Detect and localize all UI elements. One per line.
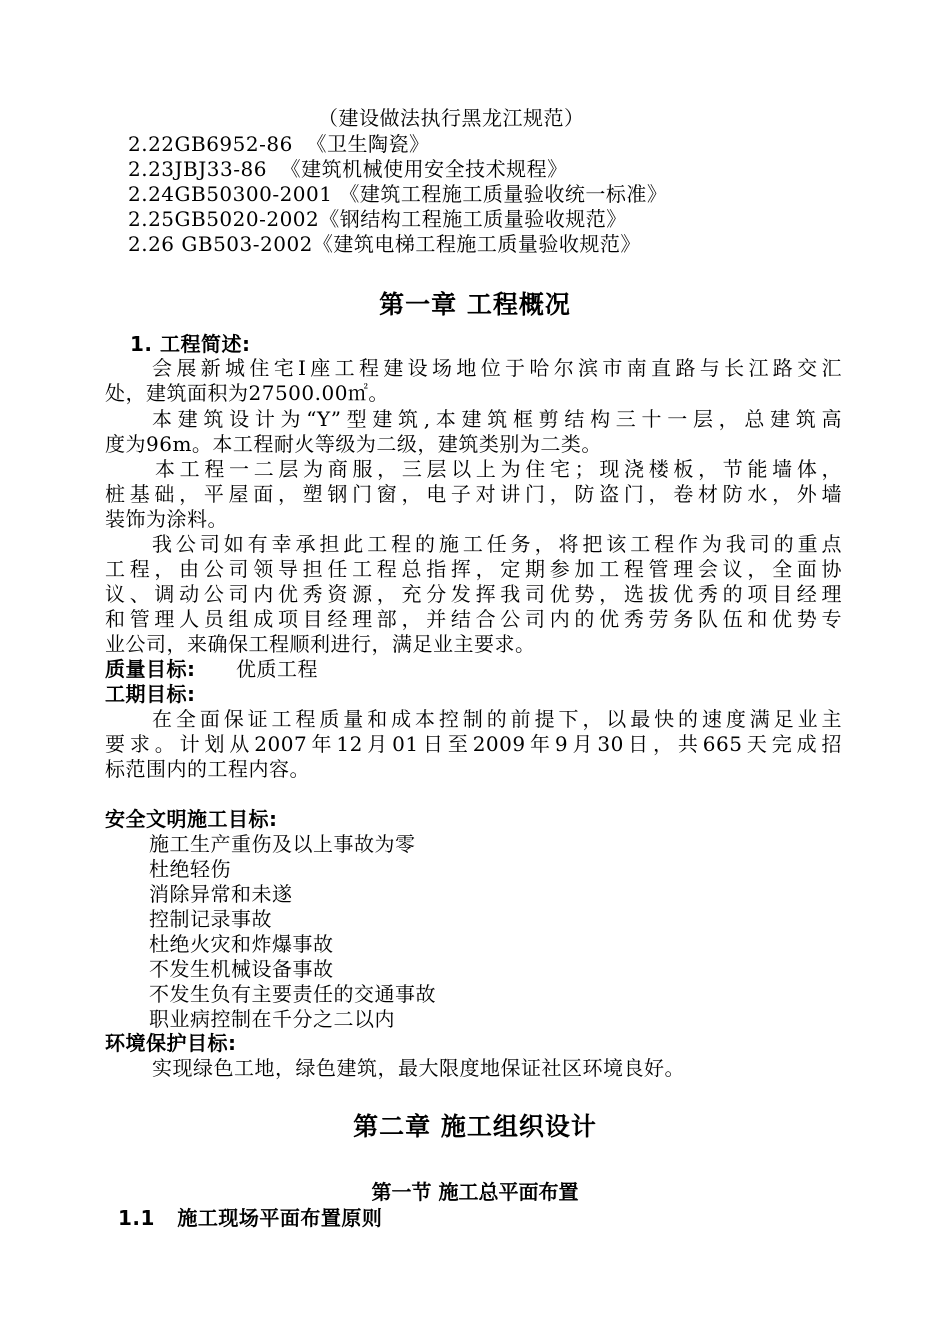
standard-item: 2.25GB5020-2002《钢结构工程施工质量验收规范》 bbox=[128, 207, 627, 231]
schedule-label: 工期目标: bbox=[105, 682, 196, 706]
standard-item: 2.26 GB503-2002《建筑电梯工程施工质量验收规范》 bbox=[128, 232, 641, 256]
safety-item: 不发生机械设备事故 bbox=[149, 957, 334, 981]
paragraph-line: 工程，由公司领导担任工程总指挥，定期参加工程管理会议，全面协 bbox=[105, 557, 842, 581]
paragraph-line: 议、调动公司内优秀资源，充分发挥我司优势，选拔优秀的项目经理 bbox=[105, 582, 842, 606]
env-label: 环境保护目标: bbox=[105, 1031, 237, 1055]
paragraph-line: 本建筑设计为“Y”型建筑,本建筑框剪结构三十一层，总建筑高 bbox=[152, 407, 842, 431]
standard-item: 2.24GB50300-2001 《建筑工程施工质量验收统一标准》 bbox=[128, 182, 668, 206]
paragraph-line: 桩基础，平屋面，塑钢门窗，电子对讲门，防盗门，卷材防水，外墙 bbox=[105, 482, 842, 506]
paragraph-line: 我公司如有幸承担此工程的施工任务，将把该工程作为我司的重点 bbox=[152, 532, 842, 556]
subsection-title: 1.1 施工现场平面布置原则 bbox=[118, 1206, 383, 1230]
paragraph-line: 会展新城住宅Ⅰ座工程建设场地位于哈尔滨市南直路与长江路交汇 bbox=[152, 356, 842, 380]
chapter-2-title: 第二章 施工组织设计 bbox=[353, 1112, 597, 1141]
safety-item: 职业病控制在千分之二以内 bbox=[149, 1007, 395, 1031]
safety-label: 安全文明施工目标: bbox=[105, 807, 278, 831]
schedule-line: 在全面保证工程质量和成本控制的前提下，以最快的速度满足业主 bbox=[152, 707, 842, 731]
safety-item: 控制记录事故 bbox=[149, 907, 272, 931]
standard-item: 2.23JBJ33-86 《建筑机械使用安全技术规程》 bbox=[128, 157, 568, 181]
standards-note: （建设做法执行黑龙江规范） bbox=[318, 106, 585, 130]
safety-item: 不发生负有主要责任的交通事故 bbox=[149, 982, 436, 1006]
safety-item: 杜绝火灾和炸爆事故 bbox=[149, 932, 334, 956]
chapter-1-title: 第一章 工程概况 bbox=[379, 290, 571, 319]
paragraph-line: 装饰为涂料。 bbox=[105, 507, 228, 531]
paragraph-line: 本工程一二层为商服，三层以上为住宅；现浇楼板，节能墙体， bbox=[155, 457, 842, 481]
safety-item: 施工生产重伤及以上事故为零 bbox=[149, 832, 416, 856]
safety-item: 消除异常和未遂 bbox=[149, 882, 293, 906]
paragraph-line: 度为96m。本工程耐火等级为二级，建筑类别为二类。 bbox=[105, 432, 602, 456]
safety-item: 杜绝轻伤 bbox=[149, 857, 231, 881]
quality-value: 优质工程 bbox=[236, 657, 318, 681]
schedule-line: 标范围内的工程内容。 bbox=[105, 757, 310, 781]
paragraph-line: 处，建筑面积为27500.00㎡。 bbox=[105, 381, 389, 405]
paragraph-line: 和管理人员组成项目经理部，并结合公司内的优秀劳务队伍和优势专 bbox=[105, 607, 842, 631]
env-value: 实现绿色工地，绿色建筑，最大限度地保证社区环境良好。 bbox=[152, 1056, 685, 1080]
overview-heading: 1. 工程简述: bbox=[130, 332, 251, 356]
quality-label: 质量目标: bbox=[105, 657, 196, 681]
section-title: 第一节 施工总平面布置 bbox=[371, 1180, 579, 1204]
schedule-line: 要求。计划从2007年12月01日至2009年9月30日，共665天完成招 bbox=[105, 732, 842, 756]
paragraph-line: 业公司，来确保工程顺利进行，满足业主要求。 bbox=[105, 632, 536, 656]
standard-item: 2.22GB6952-86 《卫生陶瓷》 bbox=[128, 132, 430, 156]
